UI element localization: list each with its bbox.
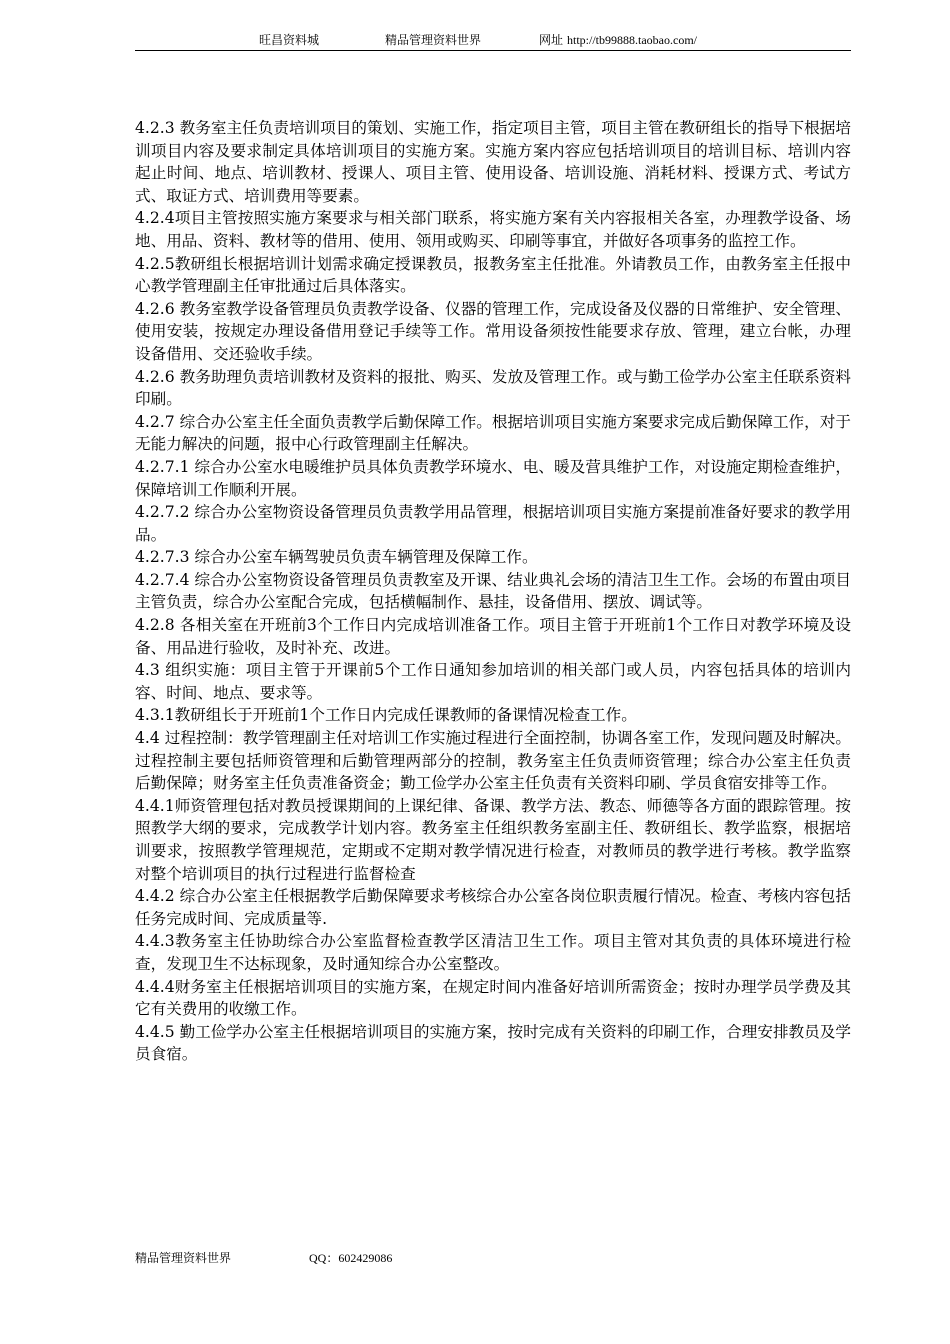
header-url: http://tb99888.taobao.com/ [567, 33, 697, 47]
footer-site-name: 精品管理资料世界 [135, 1251, 232, 1265]
paragraph-4-3: 4.3 组织实施：项目主管于开课前5个工作日通知参加培训的相关部门或人员，内容包括具体的培训内容、时间、地点、要求等。 [135, 661, 851, 702]
paragraph-4-2-5: 4.2.5教研组长根据培训计划需求确定授课教员，报教务室主任批准。外请教员工作，由教务室主任报中心教学管理副主任审批通过后具体落实。 [135, 254, 851, 296]
paragraph-4-2-7-2: 4.2.7.2 综合办公室物资设备管理员负责教学用品管理，根据培训项目实施方案提前准备好要求的教学用品。 [135, 503, 851, 544]
page-header [135, 30, 851, 51]
paragraph-4-2-6-a: 4.2.6 教务室教学设备管理员负责教学设备、仪器的管理工作，完成设备及仪器的日常维护、安全管理、使用安装，按规定办理设备借用登记手续等工作。常用设备须按性能要求存放、管理，建立台帐，办理设备借用、交还验收手续。 [135, 299, 851, 363]
paragraph-4-4: 4.4 过程控制：教学管理副主任对培训工作实施过程进行全面控制，协调各室工作，发现问题及时解决。过程控制主要包括师资管理和后勤管理两部分的控制，教务室主任负责师资管理；综合办公室主任负责后勤保障；财务室主任负责准备资金；勤工俭学办公室主任负责有关资料印刷、学员食宿安排等工作。 [135, 729, 851, 793]
paragraph-4-2-7-1: 4.2.7.1 综合办公室水电暖维护员具体负责教学环境水、电、暖及营具维护工作，对设施定期检查维护，保障培训工作顺利开展。 [135, 457, 851, 499]
paragraph-4-3-1: 4.3.1教研组长于开班前1个工作日内完成任课教师的备课情况检查工作。 [135, 706, 637, 725]
paragraph-4-2-7-4: 4.2.7.4 综合办公室物资设备管理员负责教室及开课、结业典礼会场的清洁卫生工作。会场的布置由项目主管负责，综合办公室配合完成，包括横幅制作、悬挂，设备借用、摆放、调试等。 [135, 570, 851, 612]
header-site-name: 精品管理资料世界 [385, 33, 482, 47]
page-footer [135, 1248, 851, 1268]
paragraph-4-4-1: 4.4.1师资管理包括对教员授课期间的上课纪律、备课、教学方法、教态、师德等各方面的跟踪管理。按照教学大纲的要求，完成教学计划内容。教务室主任组织教务室副主任、教研组长、教学监察，根据培训要求，按照教学管理规范，定期或不定期对教学情况进行检查，对教师员的教学进行考核。教学监察对整个培训项目的执行过程进行监督检查 [135, 796, 851, 883]
paragraph-4-2-7: 4.2.7 综合办公室主任全面负责教学后勤保障工作。根据培训项目实施方案要求完成后勤保障工作，对于无能力解决的问题，报中心行政管理副主任解决。 [135, 412, 851, 454]
paragraph-4-4-5: 4.4.5 勤工俭学办公室主任根据培训项目的实施方案，按时完成有关资料的印刷工作，合理安排教员及学员食宿。 [135, 1022, 851, 1064]
header-shop-name: 旺昌资料城 [259, 33, 320, 47]
paragraph-4-4-3: 4.4.3教务室主任协助综合办公室监督检查教学区清洁卫生工作。项目主管对其负责的具体环境进行检查，发现卫生不达标现象，及时通知综合办公室整改。 [135, 932, 851, 973]
paragraph-4-2-6-b: 4.2.6 教务助理负责培训教材及资料的报批、购买、发放及管理工作。或与勤工俭学办公室主任联系资料印刷。 [135, 367, 851, 409]
document-body [135, 117, 851, 1066]
paragraph-4-4-4: 4.4.4财务室主任根据培训项目的实施方案，在规定时间内准备好培训所需资金；按时办理学员学费及其它有关费用的收缴工作。 [135, 977, 851, 1019]
footer-qq: QQ：602429086 [309, 1251, 393, 1265]
paragraph-4-2-3: 4.2.3 教务室主任负责培训项目的策划、实施工作，指定项目主管，项目主管在教研组长的指导下根据培训项目内容及要求制定具体培训项目的实施方案。实施方案内容应包括培训项目的培训目标、培训内容起止时间、地点、培训教材、授课人、项目主管、使用设备、培训设施、消耗材料、授课方式、考试方式、取证方式、培训费用等要素。 [135, 119, 851, 205]
header-url-label: 网址 [539, 33, 564, 47]
paragraph-4-2-7-3: 4.2.7.3 综合办公室车辆驾驶员负责车辆管理及保障工作。 [135, 548, 538, 567]
paragraph-4-4-2: 4.4.2 综合办公室主任根据教学后勤保障要求考核综合办公室各岗位职责履行情况。检查、考核内容包括任务完成时间、完成质量等. [135, 887, 851, 928]
paragraph-4-2-4: 4.2.4项目主管按照实施方案要求与相关部门联系，将实施方案有关内容报相关各室，办理教学设备、场地、用品、资料、教材等的借用、使用、领用或购买、印刷等事宜，并做好各项事务的监控工作。 [135, 209, 851, 250]
paragraph-4-2-8: 4.2.8 各相关室在开班前3个工作日内完成培训准备工作。项目主管于开班前1个工作日对教学环境及设备、用品进行验收，及时补充、改进。 [135, 616, 851, 657]
